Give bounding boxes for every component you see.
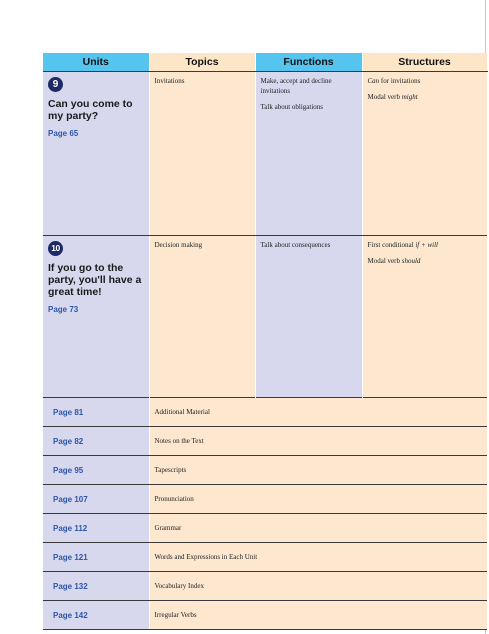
structure-text: for invitations xyxy=(379,77,421,85)
topic-text: Invitations xyxy=(154,77,185,85)
contents-table xyxy=(43,53,488,630)
structure-emphasis: Can xyxy=(367,77,380,85)
appendix-row xyxy=(43,485,487,514)
appendix-title: Notes on the Text xyxy=(149,427,487,456)
unit-page-link[interactable]: Page 73 xyxy=(48,305,79,314)
structure-item xyxy=(368,76,482,86)
appendix-title: Vocabulary Index xyxy=(149,572,487,601)
structures-cell xyxy=(362,236,487,398)
structure-emphasis: might xyxy=(401,93,418,101)
header-functions: Functions xyxy=(255,53,362,72)
appendix-row xyxy=(43,572,487,601)
appendix-title: Tapescripts xyxy=(149,456,487,485)
unit-row xyxy=(43,236,487,398)
structure-text: Modal verb xyxy=(367,93,402,101)
structures-cell xyxy=(362,72,487,236)
appendix-row xyxy=(43,398,487,427)
structure-item xyxy=(368,240,482,250)
structure-text: Modal verb xyxy=(367,257,402,265)
structure-text: First conditional xyxy=(367,241,416,249)
appendix-page-link[interactable]: Page 112 xyxy=(43,514,149,543)
unit-number-badge: 9 xyxy=(48,77,63,92)
structure-item xyxy=(368,256,482,266)
header-units: Units xyxy=(43,53,149,72)
appendix-row xyxy=(43,456,487,485)
unit-page-link[interactable]: Page 65 xyxy=(48,129,79,138)
appendix-title: Grammar xyxy=(149,514,487,543)
structure-item xyxy=(368,92,482,102)
function-item: Talk about obligations xyxy=(260,103,324,111)
appendix-page-link[interactable]: Page 95 xyxy=(43,456,149,485)
appendix-page-link[interactable]: Page 81 xyxy=(43,398,149,427)
topics-cell xyxy=(149,236,255,398)
unit-row xyxy=(43,72,487,236)
topics-cell xyxy=(149,72,255,236)
appendix-title: Irregular Verbs xyxy=(149,601,487,630)
function-item: Make, accept and decline invitations xyxy=(260,77,332,95)
appendix-title: Pronunciation xyxy=(149,485,487,514)
topic-text: Decision making xyxy=(154,241,203,249)
appendix-row xyxy=(43,427,487,456)
functions-cell xyxy=(255,72,362,236)
structure-emphasis: if + will xyxy=(415,241,438,249)
appendix-page-link[interactable]: Page 121 xyxy=(43,543,149,572)
appendix-row xyxy=(43,543,487,572)
appendix-page-link[interactable]: Page 107 xyxy=(43,485,149,514)
appendix-page-link[interactable]: Page 142 xyxy=(43,601,149,630)
unit-title: Can you come to my party? xyxy=(48,98,133,122)
unit-number-badge: 10 xyxy=(48,241,63,256)
structure-emphasis: should xyxy=(401,257,421,265)
header-row xyxy=(43,53,487,72)
appendix-title: Additional Material xyxy=(149,398,487,427)
appendix-page-link[interactable]: Page 132 xyxy=(43,572,149,601)
appendix-title: Words and Expressions in Each Unit xyxy=(149,543,487,572)
header-structures: Structures xyxy=(362,53,487,72)
appendix-row xyxy=(43,601,487,630)
header-topics: Topics xyxy=(149,53,255,72)
unit-title: If you go to the party, you'll have a great time! xyxy=(48,262,142,298)
unit-cell xyxy=(43,72,149,236)
appendix-row xyxy=(43,514,487,543)
appendix-page-link[interactable]: Page 82 xyxy=(43,427,149,456)
unit-cell xyxy=(43,236,149,398)
functions-cell xyxy=(255,236,362,398)
function-item: Talk about consequences xyxy=(260,241,331,249)
